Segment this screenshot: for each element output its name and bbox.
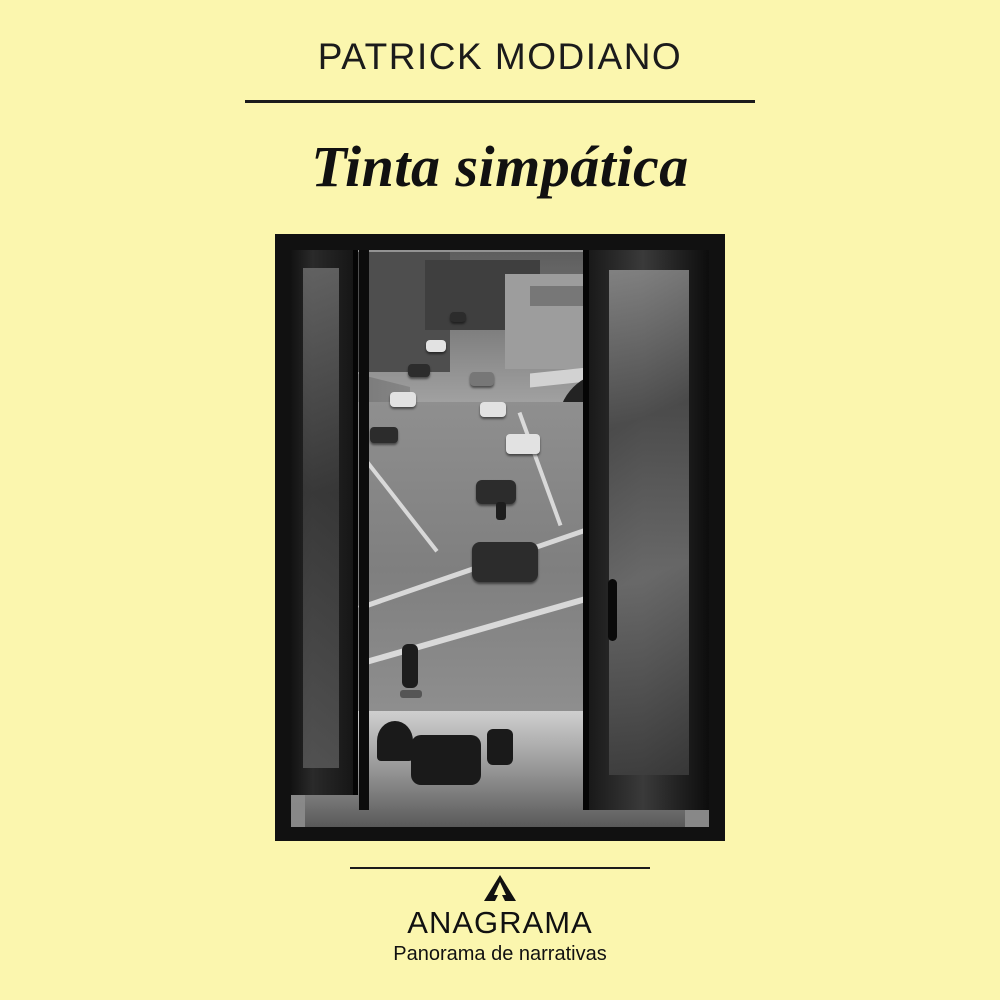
window-casement-right (583, 250, 709, 810)
publisher-series: Panorama de narrativas (393, 943, 607, 965)
window-pane-left (303, 268, 339, 768)
sill-object-center (411, 735, 481, 785)
publisher-divider (350, 867, 650, 869)
window-frame-bottom (275, 827, 725, 841)
window-frame-right (709, 234, 725, 841)
title-divider (245, 100, 755, 103)
publisher-block (350, 867, 650, 966)
author-name: PATRICK MODIANO (317, 36, 683, 77)
pedestrian-shadow (400, 690, 422, 698)
photo-image (275, 234, 725, 841)
window-frame-left (275, 234, 291, 841)
sill-object-right (487, 729, 513, 765)
car (390, 392, 416, 407)
anagrama-logo-icon (483, 873, 517, 903)
car (472, 542, 538, 582)
window-frame-top (275, 234, 725, 250)
car (408, 364, 430, 377)
sill-object-left (377, 721, 413, 761)
car (470, 372, 494, 386)
pedestrian (402, 644, 418, 688)
cover-photograph (275, 234, 725, 841)
car (480, 402, 506, 417)
car (476, 480, 516, 504)
car (506, 434, 540, 454)
motorcyclist (496, 502, 506, 520)
window-mullion (359, 250, 369, 810)
window-pane-right (609, 270, 689, 775)
car (426, 340, 446, 352)
car (450, 312, 466, 322)
publisher-name: ANAGRAMA (407, 905, 593, 940)
car (370, 427, 398, 443)
book-title: Tinta simpática (311, 134, 689, 199)
window-handle (608, 579, 617, 641)
window-casement-left (291, 250, 358, 795)
